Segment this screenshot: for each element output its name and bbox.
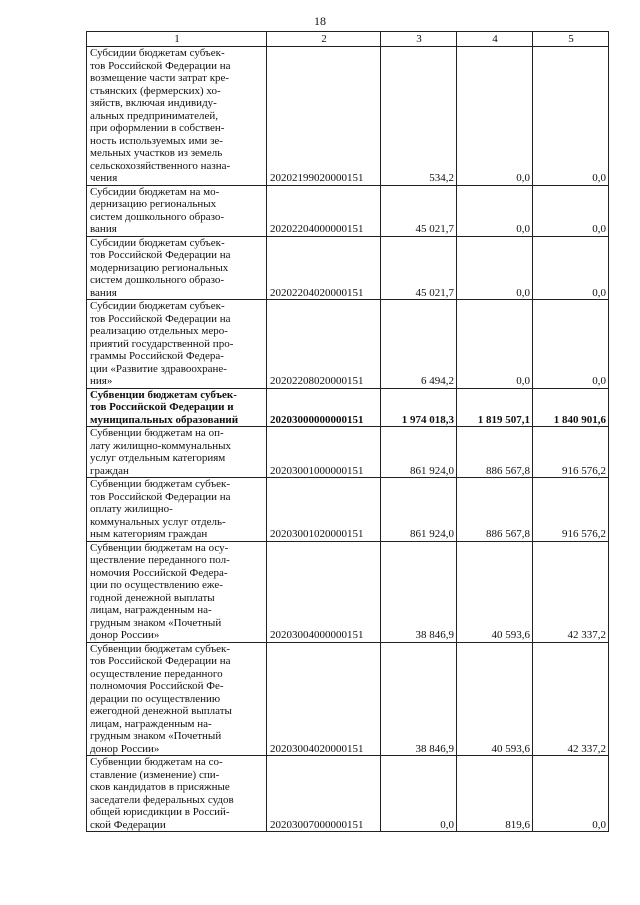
row-name-text: Субвенции бюджетам на оп- лату жилищно-коммунальных услуг отдельным категориям граждан <box>90 427 232 477</box>
row-name-text: Субвенции бюджетам субъек- тов Российской Федерации на оплату жилищно- коммунальных услуг отдель- ным категориям граждан <box>90 478 231 540</box>
row-name-text: Субвенции бюджетам на осу- ществление переданного пол- номочия Российской Федера- ции по осуществлению еже- годной денежной выплаты лицам, награжденным на- грудным знаком «Почетный донор России» <box>90 541 230 641</box>
row-value-3: 45 021,7 <box>381 236 457 300</box>
column-header: 1 <box>87 32 267 47</box>
page-number: 18 <box>314 14 326 28</box>
row-value-4: 40 593,6 <box>457 541 533 642</box>
row-value-3: 1 974 018,3 <box>381 388 457 427</box>
row-code: 20203004020000151 <box>267 642 381 756</box>
table-row <box>87 756 609 832</box>
table-row <box>87 236 609 300</box>
row-code: 20202208020000151 <box>267 300 381 389</box>
row-name <box>87 300 267 389</box>
table-row <box>87 427 609 478</box>
row-value-4: 1 819 507,1 <box>457 388 533 427</box>
column-header: 4 <box>457 32 533 47</box>
table-row <box>87 478 609 542</box>
row-code: 20203004000000151 <box>267 541 381 642</box>
row-value-5: 916 576,2 <box>533 427 609 478</box>
row-value-5: 42 337,2 <box>533 642 609 756</box>
column-header: 5 <box>533 32 609 47</box>
row-code: 20202199020000151 <box>267 47 381 186</box>
row-value-3: 6 494,2 <box>381 300 457 389</box>
row-name <box>87 756 267 832</box>
budget-table <box>86 31 609 832</box>
row-name-text: Субсидии бюджетам субъек- тов Российской Федерации на возмещение части затрат кре- стьянских (фермерских) хо- зяйств, включая индивиду- альных предпринимателей, при оформлении в собствен- ность используемых ими зе- мельных участков из земель сельскохозяйственного назна- чения <box>90 47 231 184</box>
row-code: 20202204020000151 <box>267 236 381 300</box>
row-value-4: 0,0 <box>457 236 533 300</box>
row-name <box>87 388 267 427</box>
row-value-4: 886 567,8 <box>457 427 533 478</box>
table-header-row <box>87 32 609 47</box>
row-name-text: Субсидии бюджетам на мо- дернизацию региональных систем дошкольного образо- вания <box>90 185 225 235</box>
row-name <box>87 185 267 236</box>
table-row <box>87 300 609 389</box>
column-header: 2 <box>267 32 381 47</box>
row-name-text: Субвенции бюджетам субъек- тов Российской Федерации и муниципальных образований <box>90 388 239 426</box>
row-code: 20203007000000151 <box>267 756 381 832</box>
table-row <box>87 541 609 642</box>
row-value-4: 0,0 <box>457 185 533 236</box>
row-name <box>87 642 267 756</box>
table-row <box>87 642 609 756</box>
row-value-3: 38 846,9 <box>381 541 457 642</box>
row-name <box>87 47 267 186</box>
table-body <box>87 47 609 832</box>
table-row <box>87 388 609 427</box>
row-name-text: Субсидии бюджетам субъек- тов Российской Федерации на реализацию отдельных меро- приятий государственной про- граммы Российской Федера- ции «Развитие здравоохране- ния» <box>90 300 234 387</box>
row-name <box>87 236 267 300</box>
row-value-5: 0,0 <box>533 236 609 300</box>
row-value-5: 0,0 <box>533 300 609 389</box>
row-value-3: 38 846,9 <box>381 642 457 756</box>
row-value-3: 45 021,7 <box>381 185 457 236</box>
row-code: 20203001020000151 <box>267 478 381 542</box>
row-value-5: 42 337,2 <box>533 541 609 642</box>
row-value-3: 861 924,0 <box>381 478 457 542</box>
row-value-3: 861 924,0 <box>381 427 457 478</box>
column-header: 3 <box>381 32 457 47</box>
row-value-4: 819,6 <box>457 756 533 832</box>
row-value-4: 0,0 <box>457 300 533 389</box>
row-name-text: Субсидии бюджетам субъек- тов Российской Федерации на модернизацию региональных систем дошкольного образо- вания <box>90 236 231 299</box>
row-name <box>87 541 267 642</box>
table-row <box>87 185 609 236</box>
row-value-5: 1 840 901,6 <box>533 388 609 427</box>
row-value-5: 0,0 <box>533 47 609 186</box>
row-value-5: 916 576,2 <box>533 478 609 542</box>
row-value-4: 886 567,8 <box>457 478 533 542</box>
row-value-5: 0,0 <box>533 185 609 236</box>
row-name <box>87 427 267 478</box>
row-name-text: Субвенции бюджетам субъек- тов Российской Федерации на осуществление переданного полномочия Российской Фе- дерации по осуществлению ежегодной денежной выплаты лицам, награжденным на- грудным знаком «Почетный донор России» <box>90 642 232 755</box>
row-code: 20202204000000151 <box>267 185 381 236</box>
row-value-4: 40 593,6 <box>457 642 533 756</box>
row-value-3: 0,0 <box>381 756 457 832</box>
row-value-5: 0,0 <box>533 756 609 832</box>
row-code: 20203000000000151 <box>267 388 381 427</box>
row-name <box>87 478 267 542</box>
row-value-4: 0,0 <box>457 47 533 186</box>
row-code: 20203001000000151 <box>267 427 381 478</box>
row-value-3: 534,2 <box>381 47 457 186</box>
row-name-text: Субвенции бюджетам на со- ставление (изменение) спи- сков кандидатов в присяжные заседатели федеральных судов общей юрисдикции в Россий- ской Федерации <box>90 756 234 831</box>
table-row <box>87 47 609 186</box>
